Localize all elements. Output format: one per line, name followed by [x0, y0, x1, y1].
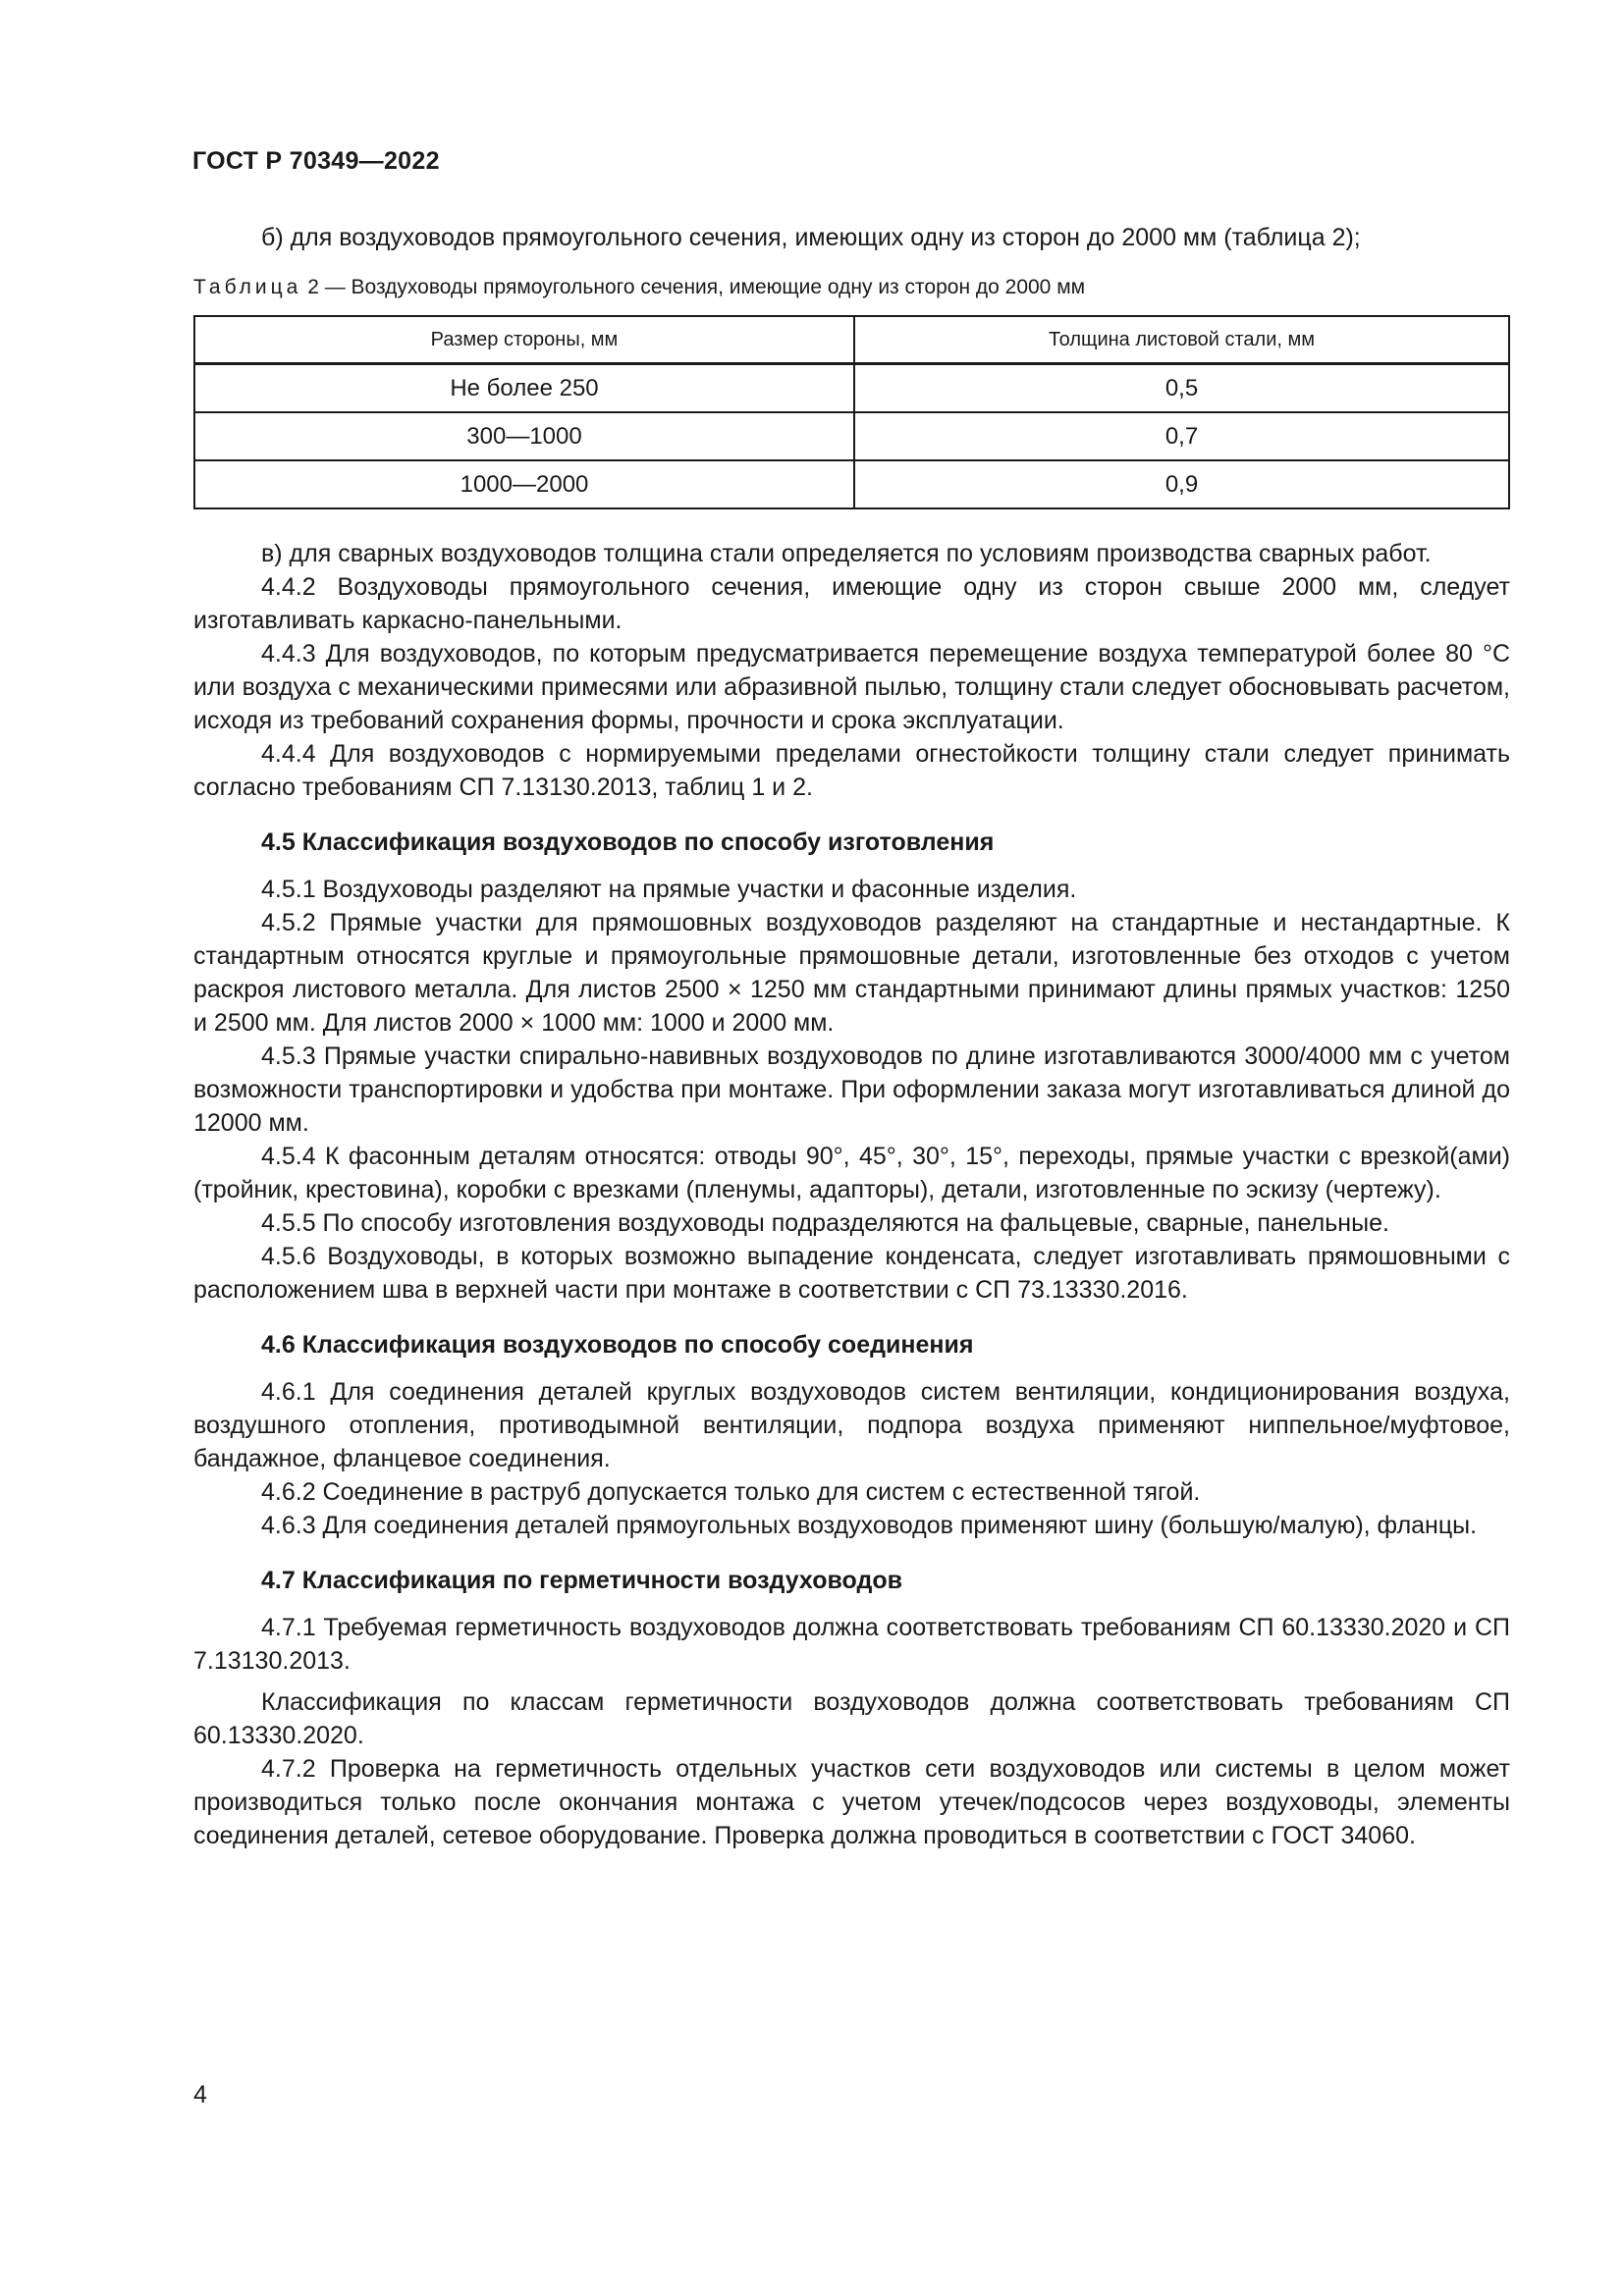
- table-caption-text: 2 — Воздуховоды прямоугольного сечения, имеющие одну из сторон до 2000 мм: [307, 276, 1086, 298]
- table-caption: [193, 274, 1510, 301]
- table-cell: 0,5: [854, 364, 1509, 413]
- paragraph-4-5-1: 4.5.1 Воздуховоды разделяют на прямые участки и фасонные изделия.: [261, 876, 1077, 903]
- paragraph-4-4-3: 4.4.3 Для воздуховодов, по которым предусматривается перемещение воздуха температурой более 80 °С или воздуха с механическими примесями или абразивной пылью, толщину стали следует обосновывать расчетом, исходя из требований сохранения формы, прочности и срока эксплуатации.: [193, 640, 1510, 734]
- table-cell: 0,9: [854, 460, 1509, 508]
- paragraph-4-5-5: 4.5.5 По способу изготовления воздуховоды подразделяются на фальцевые, сварные, панельные.: [261, 1209, 1389, 1237]
- table-cell: Не более 250: [194, 364, 854, 413]
- paragraph-4-7-2: 4.7.2 Проверка на герметичность отдельных участков сети воздуховодов или системы в целом может производиться только после окончания монтажа с учетом утечек/подсосов через воздуховоды, элементы соединения деталей, сетевое оборудование. Проверка должна проводиться в соответствии с ГОСТ 34060.: [193, 1755, 1510, 1849]
- paragraph-4-4-4: 4.4.4 Для воздуховодов с нормируемыми пределами огнестойкости толщину стали следует принимать согласно требованиям СП 7.13130.2013, таблиц 1 и 2.: [193, 740, 1510, 801]
- table-cell: 300—1000: [194, 412, 854, 460]
- paragraph-4-4-2: 4.4.2 Воздуховоды прямоугольного сечения, имеющие одну из сторон свыше 2000 мм, следует изготавливать каркасно-панельными.: [193, 573, 1510, 634]
- paragraph-4-5-2: 4.5.2 Прямые участки для прямошовных воздуховодов разделяют на стандартные и нестандартные. К стандартным относятся круглые и прямоугольные прямошовные детали, изготовленные без отходов с учетом раскроя листового металла. Для листов 2500 × 1250 мм стандартными принимают длины прямых участков: 1250 и 2500 мм. Для листов 2000 × 1000 мм: 1000 и 2000 мм.: [193, 909, 1510, 1037]
- document-body: [193, 221, 1510, 1852]
- paragraph-4-6-2: 4.6.2 Соединение в раструб допускается только для систем с естественной тягой.: [261, 1478, 1201, 1506]
- table-caption-word: Таблица: [193, 276, 302, 298]
- table-row: [194, 364, 1509, 413]
- paragraph-4-5-6: 4.5.6 Воздуховоды, в которых возможно выпадение конденсата, следует изготавливать прямошовными с расположением шва в верхней части при монтаже в соответствии с СП 73.13330.2016.: [193, 1243, 1510, 1304]
- paragraph-4-6-1: 4.6.1 Для соединения деталей круглых воздуховодов систем вентиляции, кондиционирования воздуха, воздушного отопления, противодымной вентиляции, подпора воздуха применяют ниппельное/муфтовое, бандажное, фланцевое соединения.: [193, 1378, 1510, 1472]
- table-cell: 0,7: [854, 412, 1509, 460]
- section-heading-4-7: 4.7 Классификация по герметичности воздуховодов: [261, 1567, 902, 1594]
- table-row: [194, 460, 1509, 508]
- table-header-cell: Размер стороны, мм: [194, 316, 854, 364]
- paragraph-v: в) для сварных воздуховодов толщина стали определяется по условиям производства сварных работ.: [261, 540, 1432, 567]
- table-header-row: [194, 316, 1509, 364]
- paragraph-4-5-4: 4.5.4 К фасонным деталям относятся: отводы 90°, 45°, 30°, 15°, переходы, прямые участки с врезкой(ами) (тройник, крестовина), коробки с врезками (пленумы, адапторы), детали, изготовленные по эскизу (чертежу).: [193, 1143, 1510, 1203]
- table-row: [194, 412, 1509, 460]
- table-header-cell: Толщина листовой стали, мм: [854, 316, 1509, 364]
- paragraph-4-7-1: 4.7.1 Требуемая герметичность воздуховодов должна соответствовать требованиям СП 60.13330.2020 и СП 7.13130.2013.: [193, 1614, 1510, 1675]
- paragraph-4-6-3: 4.6.3 Для соединения деталей прямоугольных воздуховодов применяют шину (большую/малую), фланцы.: [261, 1512, 1478, 1539]
- section-heading-4-6: 4.6 Классификация воздуховодов по способу соединения: [261, 1331, 974, 1359]
- paragraph-4-7-1-classes: Классификация по классам герметичности воздуховодов должна соответствовать требованиям СП 60.13330.2020.: [193, 1688, 1510, 1749]
- paragraph-4-5-3: 4.5.3 Прямые участки спирально-навивных воздуховодов по длине изготавливаются 3000/4000 мм с учетом возможности транспортировки и удобства при монтаже. При оформлении заказа могут изготавливаться длиной до 12000 мм.: [193, 1042, 1510, 1137]
- page-number: 4: [193, 2081, 207, 2109]
- table-cell: 1000—2000: [194, 460, 854, 508]
- section-heading-4-5: 4.5 Классификация воздуховодов по способу изготовления: [261, 828, 995, 856]
- intro-paragraph: б) для воздуховодов прямоугольного сечения, имеющих одну из сторон до 2000 мм (таблица 2);: [261, 224, 1361, 251]
- steel-thickness-table: [193, 315, 1510, 509]
- document-header: ГОСТ Р 70349—2022: [192, 147, 440, 175]
